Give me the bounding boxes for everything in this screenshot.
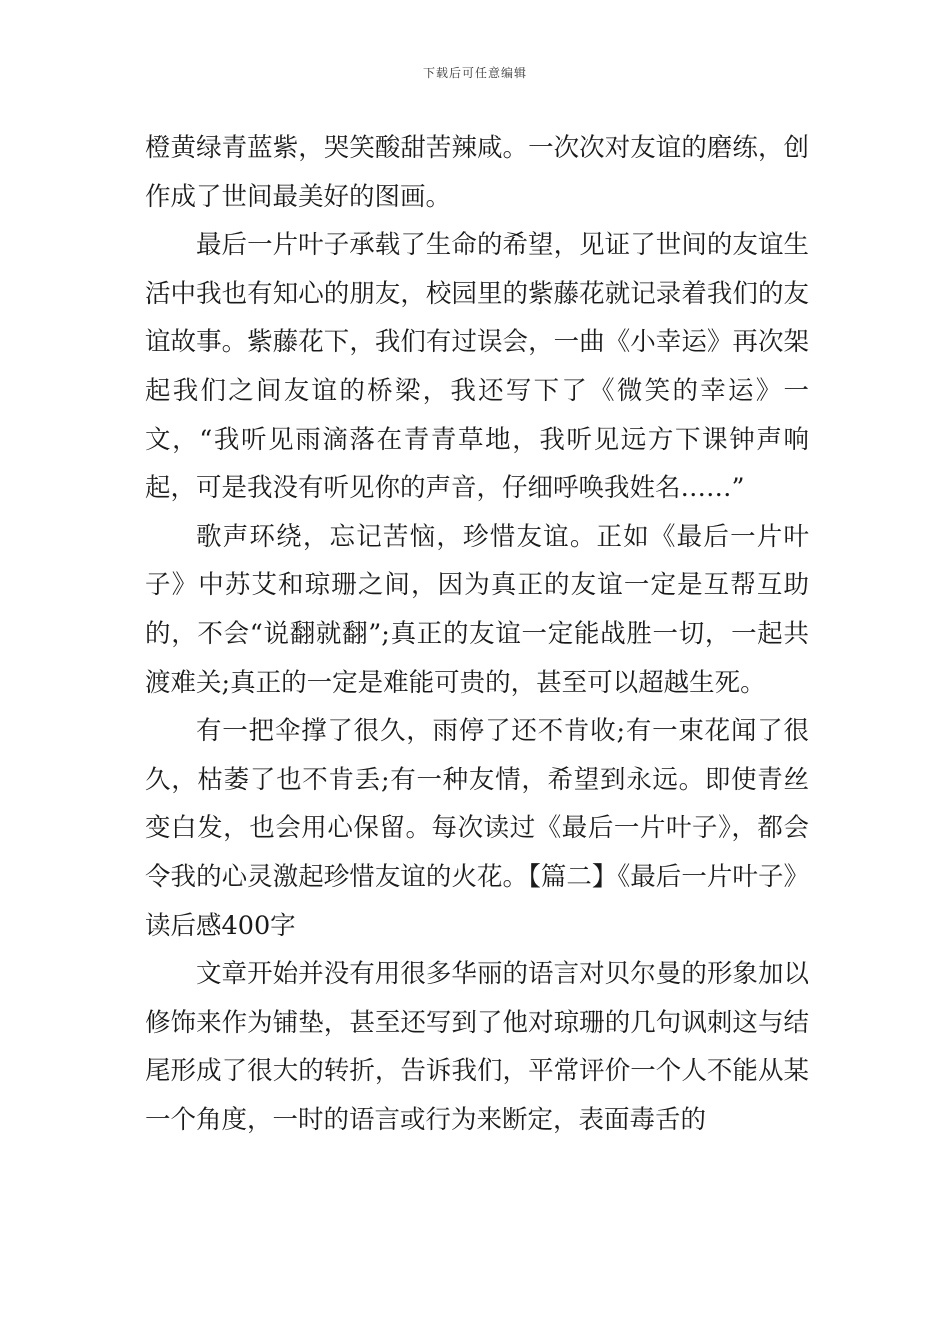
paragraph-5: 文章开始并没有用很多华丽的语言对贝尔曼的形象加以修饰来作为铺垫，甚至还写到了他对琼珊的几句讽刺这与结尾形成了很大的转折，告诉我们，平常评价一个人不能从某一个角度，一时的语言或行为来断定，表面毒舌的 <box>145 959 809 1135</box>
page-header: 下载后可任意编辑 <box>422 66 527 80</box>
paragraph-4: 有一把伞撑了很久，雨停了还不肯收;有一束花闻了很久，枯萎了也不肯丢;有一种友情，希望到永远。即使青丝变白发，也会用心保留。每次读过《最后一片叶子》，都会令我的心灵激起珍惜友谊的火花。【篇二】《最后一片叶子》读后感400字 <box>145 716 809 941</box>
paragraph-1: 橙黄绿青蓝紫，哭笑酸甜苦辣咸。一次次对友谊的磨练，创作成了世间最美好的图画。 <box>145 133 809 212</box>
paragraph-3: 歌声环绕，忘记苦恼，珍惜友谊。正如《最后一片叶子》中苏艾和琼珊之间，因为真正的友谊一定是互帮互助的，不会“说翻就翻”;真正的友谊一定能战胜一切，一起共渡难关;真正的一定是难能可贵的，甚至可以超越生死。 <box>145 521 809 698</box>
paragraph-2: 最后一片叶子承载了生命的希望，见证了世间的友谊生活中我也有知心的朋友，校园里的紫藤花就记录着我们的友谊故事。紫藤花下，我们有过误会，一曲《小幸运》再次架起我们之间友谊的桥梁，我还写下了《微笑的幸运》一文，“我听见雨滴落在青青草地，我听见远方下课钟声响起，可是我没有听见你的声音，仔细呼唤我姓名……” <box>145 230 809 504</box>
document-body <box>145 124 809 1144</box>
